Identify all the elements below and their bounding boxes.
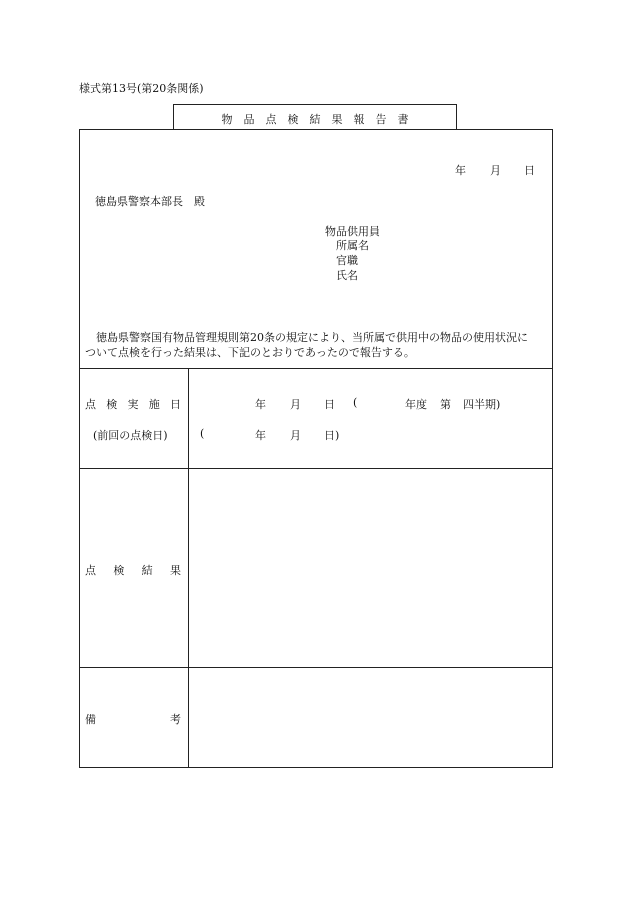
- divider-header: [79, 368, 553, 369]
- inspection-result-label: [85, 562, 181, 578]
- title-box: [173, 104, 457, 129]
- label-char: 点: [85, 398, 96, 411]
- submitter-affiliation-label: 所属名: [336, 239, 369, 252]
- label-column-divider: [188, 368, 189, 768]
- label-char: 備: [85, 713, 96, 726]
- label-char: 点: [85, 564, 96, 577]
- label-char: 施: [148, 398, 160, 411]
- previous-month-label: 月: [290, 429, 301, 442]
- statement-line-2: ついて点検を行った結果は、下記のとおりであったので報告する。: [85, 346, 415, 359]
- previous-open-paren: (: [200, 427, 205, 440]
- inspection-date-label: [85, 396, 181, 412]
- label-char: 検: [113, 564, 125, 577]
- date-year-label: 年: [455, 164, 466, 177]
- label-char: 実: [127, 398, 139, 411]
- divider-date-row: [79, 468, 553, 469]
- submitter-name-label: 氏名: [336, 269, 358, 282]
- submitter-position-label: 官職: [336, 254, 358, 267]
- date-month-label: 月: [490, 164, 501, 177]
- submitter-role: 物品供用員: [325, 225, 380, 238]
- previous-day-label: 日): [324, 429, 340, 442]
- report-frame: [79, 129, 553, 768]
- date-day-label: 日: [524, 164, 535, 177]
- label-char: 果: [169, 564, 181, 577]
- inspection-month-label: 月: [290, 398, 301, 411]
- remarks-label: [85, 711, 181, 727]
- label-char: 検: [106, 398, 118, 411]
- divider-result-row: [79, 667, 553, 668]
- fiscal-year-label: 年度: [405, 398, 427, 411]
- inspection-day-label: 日: [324, 398, 335, 411]
- statement-line-1: 徳島県警察国有物品管理規則第20条の規定により、当所属で供用中の物品の使用状況に: [96, 331, 528, 344]
- quarter-label: 四半期): [463, 398, 501, 411]
- previous-year-label: 年: [255, 429, 266, 442]
- form-number: 様式第13号(第20条関係): [79, 82, 204, 95]
- label-char: 日: [170, 398, 181, 411]
- quarter-prefix-label: 第: [440, 398, 451, 411]
- addressee: 徳島県警察本部長 殿: [95, 195, 205, 208]
- label-char: 結: [141, 564, 153, 577]
- inspection-year-label: 年: [255, 398, 266, 411]
- previous-inspection-label: (前回の点検日): [93, 429, 168, 442]
- fiscal-open-paren: (: [353, 396, 358, 409]
- label-char: 考: [170, 713, 181, 726]
- document-title: 物品点検結果報告書: [221, 113, 420, 126]
